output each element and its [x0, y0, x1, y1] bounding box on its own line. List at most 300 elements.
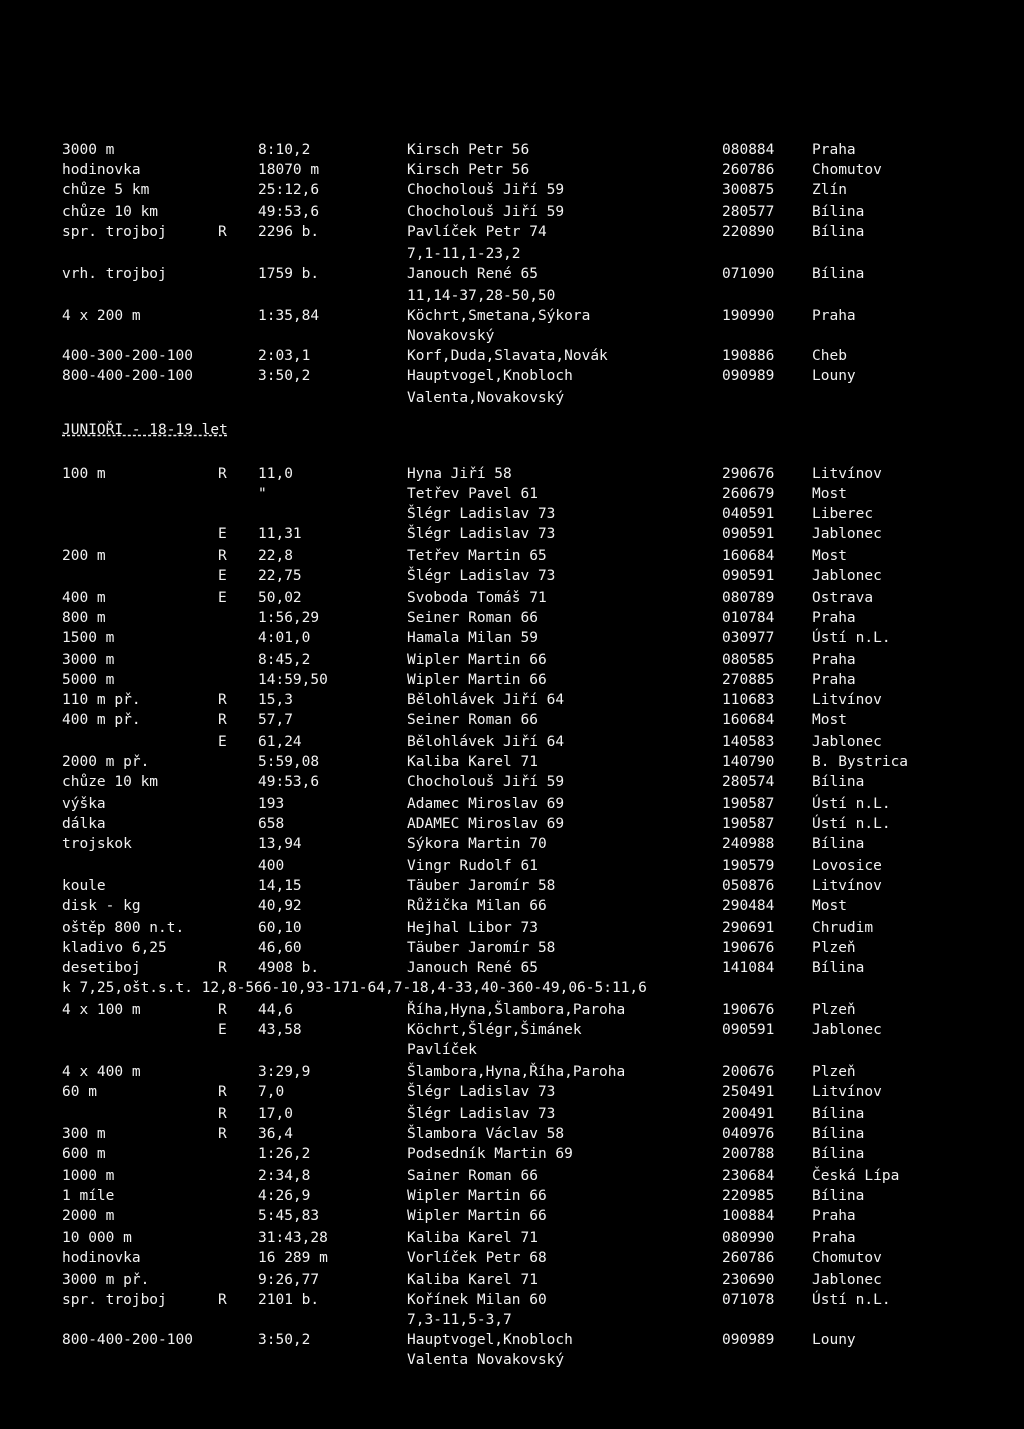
cell-pl: Jablonec	[812, 1272, 882, 1288]
cell-ev: 1000 m	[62, 1168, 115, 1184]
table-row	[0, 524, 1024, 545]
cell-nm: Podsedník Martin 69	[407, 1146, 573, 1162]
cell-ev: chůze 10 km	[62, 204, 159, 220]
cell-ev: chůze 5 km	[62, 182, 150, 198]
cell-ev: 800 m	[62, 610, 106, 626]
table-row	[0, 160, 1024, 181]
table-row	[0, 388, 1024, 409]
cell-res: 8:45,2	[258, 652, 311, 668]
table-row	[0, 918, 1024, 939]
cell-dt: 220985	[722, 1188, 775, 1204]
cell-res: 46,60	[258, 940, 302, 956]
cell-pl: Bílina	[812, 1188, 865, 1204]
cell-dt: 071078	[722, 1292, 775, 1308]
cell-dt: 140790	[722, 754, 775, 770]
cell-rk: E	[218, 1022, 227, 1038]
cell-dt: 010784	[722, 610, 775, 626]
cell-res: 2:03,1	[258, 348, 311, 364]
table-row	[0, 938, 1024, 959]
cell-res: 1759 b.	[258, 266, 320, 282]
cell-dt: 280577	[722, 204, 775, 220]
table-row	[0, 1144, 1024, 1165]
cell-dt: 030977	[722, 630, 775, 646]
cell-nm: Chocholouš Jiří 59	[407, 204, 565, 220]
cell-pl: Zlín	[812, 182, 847, 198]
cell-dt: 260786	[722, 1250, 775, 1266]
cell-nm: Šlégr Ladislav 73	[407, 506, 556, 522]
cell-nm: Hamala Milan 59	[407, 630, 538, 646]
cell-dt: 090591	[722, 568, 775, 584]
cell-res: 2296 b.	[258, 224, 320, 240]
cell-res: 3:29,9	[258, 1064, 311, 1080]
table-row	[0, 834, 1024, 855]
table-row	[0, 366, 1024, 387]
cell-pl: Praha	[812, 1230, 856, 1246]
table-row	[0, 772, 1024, 793]
table-row	[0, 306, 1024, 327]
cell-ev: vrh. trojboj	[62, 266, 167, 282]
cell-nm: Seiner Roman 66	[407, 712, 538, 728]
cell-res: 40,92	[258, 898, 302, 914]
cell-nm: Valenta,Novakovský	[407, 390, 565, 406]
cell-ev: 60 m	[62, 1084, 97, 1100]
cell-dt: 190676	[722, 940, 775, 956]
cell-pl: Bílina	[812, 960, 865, 976]
cell-dt: 290676	[722, 466, 775, 482]
cell-pl: Bílina	[812, 266, 865, 282]
cell-rk: E	[218, 590, 227, 606]
cell-ev: výška	[62, 796, 106, 812]
cell-ev: 300 m	[62, 1126, 106, 1142]
cell-pl: Bílina	[812, 1146, 865, 1162]
cell-rk: R	[218, 692, 227, 708]
cell-dt: 080990	[722, 1230, 775, 1246]
cell-pl: Jablonec	[812, 1022, 882, 1038]
cell-pl: Liberec	[812, 506, 874, 522]
table-row	[0, 140, 1024, 161]
cell-dt: 250491	[722, 1084, 775, 1100]
table-row	[0, 1186, 1024, 1207]
cell-ev: dálka	[62, 816, 106, 832]
cell-nm: Novakovský	[407, 328, 495, 344]
cell-dt: 080884	[722, 142, 775, 158]
cell-ev: 2000 m	[62, 1208, 115, 1224]
cell-pl: Litvínov	[812, 1084, 882, 1100]
cell-pl: Praha	[812, 610, 856, 626]
cell-nm: Bělohlávek Jiří 64	[407, 692, 565, 708]
cell-nm: Svoboda Tomáš 71	[407, 590, 547, 606]
cell-pl: Bílina	[812, 204, 865, 220]
cell-pl: Chomutov	[812, 1250, 882, 1266]
cell-nm: Wipler Martin 66	[407, 1208, 547, 1224]
cell-ev: k 7,25,ošt.s.t. 12,8-566-10,93-171-64,7-18,4-33,40-360-49,06-5:11,6	[62, 980, 647, 996]
cell-nm: Täuber Jaromír 58	[407, 940, 556, 956]
cell-pl: Chrudim	[812, 920, 874, 936]
table-row	[0, 1000, 1024, 1021]
table-row	[0, 1206, 1024, 1227]
cell-dt: 110683	[722, 692, 775, 708]
table-row	[0, 856, 1024, 877]
cell-pl: Most	[812, 548, 847, 564]
cell-res: 9:26,77	[258, 1272, 320, 1288]
cell-res: 11,0	[258, 466, 293, 482]
section-heading: JUNIOŘI - 18-19 let	[62, 422, 228, 438]
cell-dt: 240988	[722, 836, 775, 852]
cell-pl: Louny	[812, 1332, 856, 1348]
cell-res: 2101 b.	[258, 1292, 320, 1308]
cell-res: 31:43,28	[258, 1230, 328, 1246]
cell-nm: Šlambora Václav 58	[407, 1126, 565, 1142]
cell-ev: 800-400-200-100	[62, 368, 193, 384]
table-row	[0, 608, 1024, 629]
table-row	[0, 650, 1024, 671]
table-row	[0, 346, 1024, 367]
cell-res: 22,8	[258, 548, 293, 564]
cell-nm: Köchrt,Smetana,Sýkora	[407, 308, 591, 324]
cell-pl: Plzeň	[812, 1002, 856, 1018]
cell-nm: Říha,Hyna,Šlambora,Paroha	[407, 1002, 626, 1018]
cell-pl: Plzeň	[812, 940, 856, 956]
cell-ev: 2000 m př.	[62, 754, 150, 770]
cell-dt: 290484	[722, 898, 775, 914]
cell-dt: 190990	[722, 308, 775, 324]
cell-nm: Kirsch Petr 56	[407, 162, 530, 178]
cell-nm: 7,3-11,5-3,7	[407, 1312, 512, 1328]
cell-dt: 190579	[722, 858, 775, 874]
cell-dt: 100884	[722, 1208, 775, 1224]
cell-nm: Hejhal Libor 73	[407, 920, 538, 936]
cell-nm: Hauptvogel,Knobloch	[407, 368, 573, 384]
cell-nm: Vorlíček Petr 68	[407, 1250, 547, 1266]
cell-nm: Vingr Rudolf 61	[407, 858, 538, 874]
cell-nm: Korf,Duda,Slavata,Novák	[407, 348, 608, 364]
cell-nm: Bělohlávek Jiří 64	[407, 734, 565, 750]
cell-ev: 110 m př.	[62, 692, 141, 708]
table-row	[0, 1062, 1024, 1083]
cell-nm: 11,14-37,28-50,50	[407, 288, 556, 304]
cell-dt: 140583	[722, 734, 775, 750]
cell-dt: 190587	[722, 796, 775, 812]
cell-nm: Hauptvogel,Knobloch	[407, 1332, 573, 1348]
cell-ev: desetiboj	[62, 960, 141, 976]
table-row	[0, 1082, 1024, 1103]
cell-pl: Praha	[812, 1208, 856, 1224]
cell-res: 49:53,6	[258, 774, 320, 790]
cell-nm: Seiner Roman 66	[407, 610, 538, 626]
cell-nm: ADAMEC Miroslav 69	[407, 816, 565, 832]
cell-rk: R	[218, 1292, 227, 1308]
cell-ev: chůze 10 km	[62, 774, 159, 790]
cell-pl: Litvínov	[812, 878, 882, 894]
cell-nm: Adamec Miroslav 69	[407, 796, 565, 812]
cell-ev: spr. trojboj	[62, 1292, 167, 1308]
cell-ev: 1 míle	[62, 1188, 115, 1204]
table-row	[0, 710, 1024, 731]
cell-ev: kladivo 6,25	[62, 940, 167, 956]
cell-nm: Šlégr Ladislav 73	[407, 1084, 556, 1100]
cell-pl: Most	[812, 712, 847, 728]
cell-res: 16 289 m	[258, 1250, 328, 1266]
cell-pl: Most	[812, 486, 847, 502]
table-row	[0, 1350, 1024, 1371]
cell-ev: trojskok	[62, 836, 132, 852]
table-row	[0, 222, 1024, 243]
cell-pl: Ústí n.L.	[812, 816, 891, 832]
cell-nm: Tetřev Pavel 61	[407, 486, 538, 502]
cell-dt: 090989	[722, 368, 775, 384]
cell-dt: 260786	[722, 162, 775, 178]
cell-nm: Šlégr Ladislav 73	[407, 1106, 556, 1122]
cell-rk: R	[218, 224, 227, 240]
table-row	[0, 202, 1024, 223]
cell-pl: Ústí n.L.	[812, 630, 891, 646]
cell-dt: 230684	[722, 1168, 775, 1184]
cell-nm: Kořínek Milan 60	[407, 1292, 547, 1308]
table-row	[0, 264, 1024, 285]
cell-pl: Praha	[812, 652, 856, 668]
cell-ev: 4 x 400 m	[62, 1064, 141, 1080]
table-row	[0, 1290, 1024, 1311]
cell-rk: R	[218, 960, 227, 976]
cell-dt: 141084	[722, 960, 775, 976]
cell-rk: R	[218, 1084, 227, 1100]
cell-nm: Chocholouš Jiří 59	[407, 774, 565, 790]
cell-pl: B. Bystrica	[812, 754, 909, 770]
cell-nm: Wipler Martin 66	[407, 1188, 547, 1204]
cell-nm: Šlégr Ladislav 73	[407, 526, 556, 542]
cell-ev: 200 m	[62, 548, 106, 564]
cell-res: 3:50,2	[258, 1332, 311, 1348]
table-row	[0, 958, 1024, 979]
cell-dt: 050876	[722, 878, 775, 894]
cell-nm: Pavlíček	[407, 1042, 477, 1058]
cell-ev: 3000 m	[62, 142, 115, 158]
cell-pl: Bílina	[812, 774, 865, 790]
cell-nm: Valenta Novakovský	[407, 1352, 565, 1368]
cell-res: 4908 b.	[258, 960, 320, 976]
cell-nm: Kaliba Karel 71	[407, 754, 538, 770]
cell-ev: 400 m př.	[62, 712, 141, 728]
table-row	[0, 1040, 1024, 1061]
cell-nm: Janouch René 65	[407, 960, 538, 976]
cell-nm: Růžička Milan 66	[407, 898, 547, 914]
cell-res: 5:59,08	[258, 754, 320, 770]
cell-nm: Wipler Martin 66	[407, 672, 547, 688]
cell-dt: 190886	[722, 348, 775, 364]
cell-nm: Janouch René 65	[407, 266, 538, 282]
cell-ev: 1500 m	[62, 630, 115, 646]
cell-res: 658	[258, 816, 285, 832]
table-row	[0, 1104, 1024, 1125]
cell-pl: Chomutov	[812, 162, 882, 178]
cell-res: 25:12,6	[258, 182, 320, 198]
cell-dt: 200491	[722, 1106, 775, 1122]
cell-nm: Kaliba Karel 71	[407, 1272, 538, 1288]
cell-nm: Šlégr Ladislav 73	[407, 568, 556, 584]
cell-dt: 090591	[722, 526, 775, 542]
cell-dt: 220890	[722, 224, 775, 240]
cell-ev: 4 x 100 m	[62, 1002, 141, 1018]
table-row	[0, 1166, 1024, 1187]
cell-pl: Litvínov	[812, 466, 882, 482]
table-row	[0, 1248, 1024, 1269]
cell-pl: Most	[812, 898, 847, 914]
cell-ev: spr. trojboj	[62, 224, 167, 240]
cell-nm: Kaliba Karel 71	[407, 1230, 538, 1246]
table-row	[0, 244, 1024, 265]
cell-rk: R	[218, 1106, 227, 1122]
cell-ev: 10 000 m	[62, 1230, 132, 1246]
cell-res: 1:35,84	[258, 308, 320, 324]
cell-ev: 400-300-200-100	[62, 348, 193, 364]
cell-dt: 230690	[722, 1272, 775, 1288]
table-row	[0, 1124, 1024, 1145]
cell-nm: Pavlíček Petr 74	[407, 224, 547, 240]
cell-res: 44,6	[258, 1002, 293, 1018]
cell-res: 400	[258, 858, 285, 874]
cell-nm: Täuber Jaromír 58	[407, 878, 556, 894]
cell-ev: koule	[62, 878, 106, 894]
table-row	[0, 628, 1024, 649]
cell-ev: 3000 m př.	[62, 1272, 150, 1288]
table-row	[0, 566, 1024, 587]
cell-rk: R	[218, 712, 227, 728]
cell-res: 43,58	[258, 1022, 302, 1038]
cell-nm: Chocholouš Jiří 59	[407, 182, 565, 198]
cell-pl: Jablonec	[812, 734, 882, 750]
cell-pl: Česká Lípa	[812, 1168, 900, 1184]
table-row	[0, 504, 1024, 525]
cell-nm: Wipler Martin 66	[407, 652, 547, 668]
cell-nm: Köchrt,Šlégr,Šimánek	[407, 1022, 582, 1038]
cell-dt: 090591	[722, 1022, 775, 1038]
cell-res: 15,3	[258, 692, 293, 708]
cell-pl: Jablonec	[812, 568, 882, 584]
cell-dt: 280574	[722, 774, 775, 790]
cell-res: 50,02	[258, 590, 302, 606]
cell-res: 4:26,9	[258, 1188, 311, 1204]
cell-nm: Hyna Jiří 58	[407, 466, 512, 482]
table-row	[0, 690, 1024, 711]
cell-pl: Ústí n.L.	[812, 1292, 891, 1308]
cell-res: 1:56,29	[258, 610, 320, 626]
cell-ev: hodinovka	[62, 162, 141, 178]
cell-res: 14,15	[258, 878, 302, 894]
table-row	[0, 1228, 1024, 1249]
cell-rk: R	[218, 1126, 227, 1142]
cell-dt: 260679	[722, 486, 775, 502]
table-row	[0, 794, 1024, 815]
cell-res: 36,4	[258, 1126, 293, 1142]
cell-res: 57,7	[258, 712, 293, 728]
cell-ev: 100 m	[62, 466, 106, 482]
table-row	[0, 670, 1024, 691]
cell-rk: E	[218, 526, 227, 542]
cell-dt: 071090	[722, 266, 775, 282]
cell-res: 5:45,83	[258, 1208, 320, 1224]
cell-ev: 600 m	[62, 1146, 106, 1162]
cell-res: 2:34,8	[258, 1168, 311, 1184]
cell-dt: 270885	[722, 672, 775, 688]
cell-ev: 5000 m	[62, 672, 115, 688]
table-row	[0, 814, 1024, 835]
cell-nm: Sainer Roman 66	[407, 1168, 538, 1184]
cell-ev: hodinovka	[62, 1250, 141, 1266]
cell-res: 18070 m	[258, 162, 320, 178]
cell-ev: 4 x 200 m	[62, 308, 141, 324]
cell-nm: 7,1-11,1-23,2	[407, 246, 521, 262]
cell-ev: 800-400-200-100	[62, 1332, 193, 1348]
cell-res: 4:01,0	[258, 630, 311, 646]
cell-ev: 400 m	[62, 590, 106, 606]
cell-dt: 290691	[722, 920, 775, 936]
table-row	[0, 546, 1024, 567]
cell-rk: R	[218, 548, 227, 564]
cell-pl: Bílina	[812, 224, 865, 240]
cell-pl: Cheb	[812, 348, 847, 364]
cell-dt: 160684	[722, 712, 775, 728]
table-row	[0, 1310, 1024, 1331]
cell-pl: Praha	[812, 672, 856, 688]
table-row	[0, 1270, 1024, 1291]
table-row	[0, 752, 1024, 773]
cell-pl: Jablonec	[812, 526, 882, 542]
table-row	[0, 876, 1024, 897]
cell-dt: 190676	[722, 1002, 775, 1018]
table-row	[0, 1330, 1024, 1351]
cell-dt: 040976	[722, 1126, 775, 1142]
cell-pl: Litvínov	[812, 692, 882, 708]
cell-res: 8:10,2	[258, 142, 311, 158]
cell-pl: Praha	[812, 142, 856, 158]
cell-pl: Bílina	[812, 836, 865, 852]
cell-nm: Šlambora,Hyna,Říha,Paroha	[407, 1064, 626, 1080]
cell-res: 3:50,2	[258, 368, 311, 384]
cell-dt: 190587	[722, 816, 775, 832]
table-row	[0, 1020, 1024, 1041]
table-row	[0, 180, 1024, 201]
table-row	[0, 896, 1024, 917]
cell-res: 13,94	[258, 836, 302, 852]
cell-res: "	[258, 486, 267, 502]
cell-dt: 300875	[722, 182, 775, 198]
cell-nm: Sýkora Martin 70	[407, 836, 547, 852]
table-row	[0, 588, 1024, 609]
cell-pl: Bílina	[812, 1126, 865, 1142]
cell-res: 193	[258, 796, 285, 812]
table-row	[0, 326, 1024, 347]
cell-res: 11,31	[258, 526, 302, 542]
cell-pl: Plzeň	[812, 1064, 856, 1080]
cell-rk: E	[218, 568, 227, 584]
cell-pl: Ústí n.L.	[812, 796, 891, 812]
cell-dt: 080789	[722, 590, 775, 606]
cell-res: 61,24	[258, 734, 302, 750]
cell-ev: oštěp 800 n.t.	[62, 920, 185, 936]
cell-rk: R	[218, 1002, 227, 1018]
cell-dt: 040591	[722, 506, 775, 522]
cell-rk: E	[218, 734, 227, 750]
cell-res: 49:53,6	[258, 204, 320, 220]
table-row	[0, 978, 1024, 999]
cell-ev: disk - kg	[62, 898, 141, 914]
cell-res: 60,10	[258, 920, 302, 936]
cell-ev: 3000 m	[62, 652, 115, 668]
cell-res: 22,75	[258, 568, 302, 584]
cell-res: 1:26,2	[258, 1146, 311, 1162]
table-row	[0, 286, 1024, 307]
cell-rk: R	[218, 466, 227, 482]
